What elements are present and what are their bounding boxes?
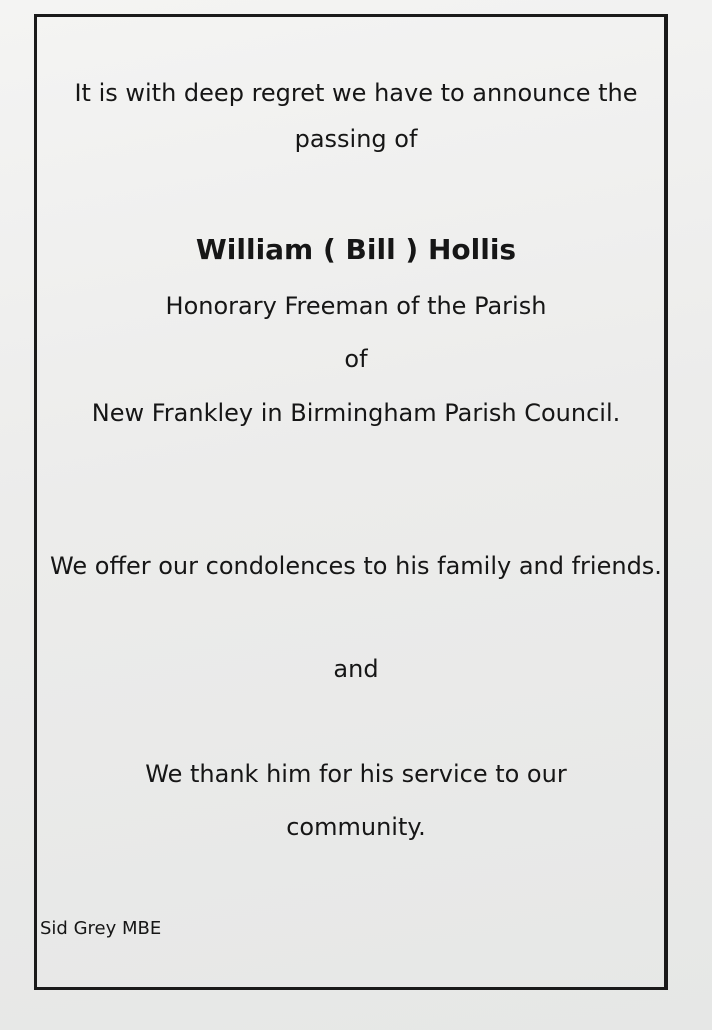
intro-line-1: It is with deep regret we have to announce the — [74, 79, 638, 107]
deceased-name: William ( Bill ) Hollis — [195, 233, 517, 266]
condolence-line: We offer our condolences to his family and friends. — [50, 552, 662, 580]
signature: Sid Grey MBE — [40, 918, 162, 939]
honorary-title-line-3: New Frankley in Birmingham Parish Council. — [91, 399, 621, 427]
page-border — [34, 14, 668, 990]
honorary-title-line-1: Honorary Freeman of the Parish — [165, 292, 547, 320]
thanks-line-1: We thank him for his service to our — [145, 760, 567, 788]
conjunction-line: and — [333, 655, 379, 683]
thanks-line-2: community. — [286, 813, 426, 841]
intro-line-2: passing of — [294, 125, 418, 153]
honorary-title-line-2: of — [344, 345, 368, 373]
